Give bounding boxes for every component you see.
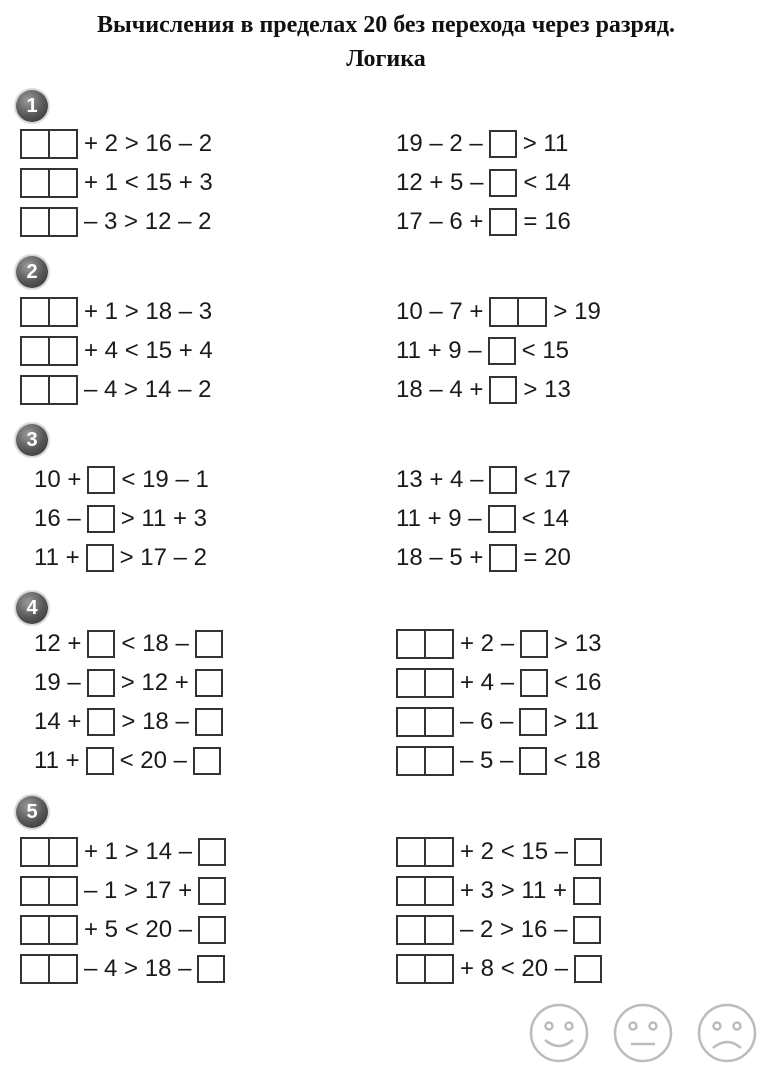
equation-row: 12 + 5 – < 14 [396, 169, 571, 196]
answer-box[interactable] [519, 708, 547, 736]
equation-row: + 8 < 20 – [396, 953, 608, 985]
equation-row: 10 – 7 + > 19 [396, 298, 601, 325]
equation-row: + 4 < 15 + 4 [20, 335, 219, 367]
answer-box[interactable] [195, 669, 223, 697]
two-digit-answer-box[interactable] [396, 915, 454, 945]
two-digit-answer-box[interactable] [489, 297, 547, 327]
equation-row: + 1 < 15 + 3 [20, 167, 219, 199]
answer-box[interactable] [520, 630, 548, 658]
self-assessment-faces [528, 1002, 758, 1070]
equation-row: + 3 > 11 + [396, 875, 607, 907]
answer-box[interactable] [573, 916, 601, 944]
answer-box[interactable] [574, 955, 602, 983]
equation-row: + 4 – < 16 [396, 667, 607, 699]
equation-row: 16 – > 11 + 3 [34, 505, 208, 532]
section-number-badge: 1 [16, 90, 48, 122]
answer-box[interactable] [87, 630, 115, 658]
equation-row: – 2 > 16 – [396, 914, 607, 946]
equation-row: + 2 – > 13 [396, 628, 607, 660]
two-digit-answer-box[interactable] [396, 837, 454, 867]
equation-row: 11 + > 17 – 2 [34, 544, 208, 571]
two-digit-answer-box[interactable] [396, 746, 454, 776]
answer-box[interactable] [86, 747, 114, 775]
two-digit-answer-box[interactable] [20, 954, 78, 984]
equation-row: 18 – 4 + > 13 [396, 376, 571, 403]
equation-row: 13 + 4 – < 17 [396, 466, 571, 493]
section-number-badge: 4 [16, 592, 48, 624]
answer-box[interactable] [573, 877, 601, 905]
two-digit-answer-box[interactable] [20, 168, 78, 198]
equation-row: – 3 > 12 – 2 [20, 206, 217, 238]
answer-box[interactable] [488, 505, 516, 533]
two-digit-answer-box[interactable] [20, 375, 78, 405]
happy-face-icon[interactable] [528, 1002, 590, 1064]
answer-box[interactable] [193, 747, 221, 775]
equation-row: 14 + > 18 – [34, 706, 229, 738]
answer-box[interactable] [86, 544, 114, 572]
two-digit-answer-box[interactable] [396, 954, 454, 984]
answer-box[interactable] [489, 169, 517, 197]
equation-row: 11 + 9 – < 14 [396, 505, 570, 532]
answer-box[interactable] [489, 130, 517, 158]
answer-box[interactable] [489, 544, 517, 572]
title-line-1: Вычисления в пределах 20 без перехода через разряд. [96, 12, 676, 38]
page-title [0, 8, 772, 76]
answer-box[interactable] [197, 955, 225, 983]
neutral-face-icon[interactable] [612, 1002, 674, 1064]
equation-row: – 6 – > 11 [396, 706, 605, 738]
sad-face-icon[interactable] [696, 1002, 758, 1064]
answer-box[interactable] [195, 708, 223, 736]
equation-row: + 1 > 14 – [20, 836, 232, 868]
equation-row: + 1 > 18 – 3 [20, 296, 218, 328]
answer-box[interactable] [195, 630, 223, 658]
answer-box[interactable] [519, 747, 547, 775]
section-number-badge: 3 [16, 424, 48, 456]
equation-row: 18 – 5 + = 20 [396, 544, 571, 571]
two-digit-answer-box[interactable] [20, 336, 78, 366]
answer-box[interactable] [198, 838, 226, 866]
two-digit-answer-box[interactable] [20, 129, 78, 159]
answer-box[interactable] [489, 466, 517, 494]
answer-box[interactable] [198, 877, 226, 905]
two-digit-answer-box[interactable] [20, 876, 78, 906]
two-digit-answer-box[interactable] [20, 915, 78, 945]
two-digit-answer-box[interactable] [20, 837, 78, 867]
two-digit-answer-box[interactable] [396, 876, 454, 906]
two-digit-answer-box[interactable] [396, 707, 454, 737]
two-digit-answer-box[interactable] [396, 668, 454, 698]
two-digit-answer-box[interactable] [20, 297, 78, 327]
equation-row: 19 – > 12 + [34, 667, 229, 699]
answer-box[interactable] [198, 916, 226, 944]
two-digit-answer-box[interactable] [20, 207, 78, 237]
equation-row: + 2 < 15 – [396, 836, 608, 868]
answer-box[interactable] [489, 376, 517, 404]
equation-row: 10 + < 19 – 1 [34, 466, 209, 493]
answer-box[interactable] [87, 708, 115, 736]
section-number-badge: 2 [16, 256, 48, 288]
equation-row: – 4 > 18 – [20, 953, 231, 985]
equation-row: – 4 > 14 – 2 [20, 374, 217, 406]
equation-row: 17 – 6 + = 16 [396, 208, 571, 235]
equation-row: – 5 – < 18 [396, 745, 607, 777]
two-digit-answer-box[interactable] [396, 629, 454, 659]
equation-row: – 1 > 17 + [20, 875, 232, 907]
equation-row: 19 – 2 – > 11 [396, 130, 569, 157]
title-line-2: Логика [346, 46, 426, 72]
answer-box[interactable] [520, 669, 548, 697]
answer-box[interactable] [574, 838, 602, 866]
equation-row: + 5 < 20 – [20, 914, 232, 946]
answer-box[interactable] [488, 337, 516, 365]
answer-box[interactable] [87, 669, 115, 697]
equation-row: 12 + < 18 – [34, 628, 229, 660]
answer-box[interactable] [87, 505, 115, 533]
answer-box[interactable] [87, 466, 115, 494]
equation-row: 11 + < 20 – [34, 745, 227, 777]
answer-box[interactable] [489, 208, 517, 236]
equation-row: + 2 > 16 – 2 [20, 128, 218, 160]
equation-row: 11 + 9 – < 15 [396, 337, 570, 364]
section-number-badge: 5 [16, 796, 48, 828]
